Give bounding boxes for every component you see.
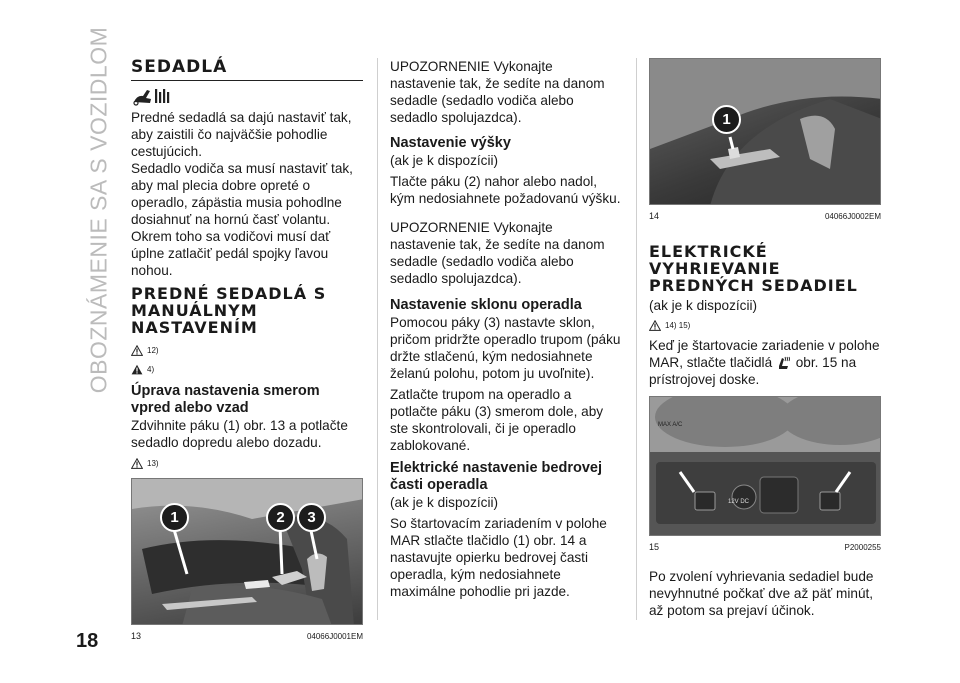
figure-number: 14 (649, 211, 660, 221)
subheading-height: Nastavenie výšky (390, 135, 511, 151)
intro-paragraph: Predné sedadlá sa dajú nastaviť tak, aby zaistili čo najväčšie pohodlie cestujúcich. (131, 110, 352, 159)
seat-adjust-icon (131, 86, 363, 106)
availability-note: (ak je k dispozícii) (649, 298, 758, 313)
title-rule (131, 80, 363, 81)
figure-14 (649, 58, 881, 225)
column-divider (636, 58, 637, 620)
figure-code: 04066J0002EM (824, 212, 881, 221)
callout-1: 1 (160, 503, 189, 532)
callout-3: 3 (297, 503, 326, 532)
warning-ref: 12) (131, 342, 363, 359)
heating-delay-note: Po zvolení vyhrievania sedadiel bude nevyhnutné počkať dve až päť minút, až potom sa prejaví účinok. (649, 569, 874, 619)
page-title: SEDADLÁ (131, 57, 228, 77)
column-1 (131, 58, 363, 645)
callout-2: 2 (266, 503, 295, 532)
page-number: 18 (76, 630, 99, 652)
warning-paragraph: UPOZORNENIE Vykonajte nastavenie tak, že sedíte na danom sedadle (sedadlo vodiča alebo sedadlo spolujazdca). (390, 220, 605, 286)
warning-paragraph: UPOZORNENIE Vykonajte nastavenie tak, že sedíte na danom sedadle (sedadlo vodiča alebo sedadlo spolujazdca). (390, 59, 605, 125)
lumbar-button-photo (649, 58, 881, 205)
seat-heater-icon (776, 355, 792, 371)
subheading-recline: Nastavenie sklonu operadla (390, 297, 582, 313)
recline-check: Zatlačte trupom na operadlo a potlačte páku (3) smerom dole, aby ste skontrolovali, či je operadlo zablokované. (390, 387, 604, 453)
figure-code: P2000255 (844, 543, 881, 553)
warning-ref: 4) (131, 361, 363, 378)
side-tab-label: OBOZNÁMENIE SA S VOZIDLOM (85, 26, 112, 394)
figure-number: 15 (649, 542, 660, 553)
column-divider (377, 58, 378, 620)
height-instruction: Tlačte páku (2) nahor alebo nadol, kým nedosiahnete požadovanú výšku. (390, 174, 621, 206)
availability-note: (ak je k dispozícii) (390, 495, 499, 510)
column-3 (649, 58, 881, 619)
side-tab (84, 26, 114, 394)
availability-note: (ak je k dispozícii) (390, 153, 499, 168)
seat-photo (131, 478, 363, 625)
section-title-manual-seats: PREDNÉ SEDADLÁ S MANUÁLNYM NASTAVENÍM (131, 284, 327, 337)
ac-label: MAX A/C (658, 422, 683, 429)
warning-triangle-icon (649, 320, 661, 331)
figure-caption (649, 208, 881, 225)
figure-caption (649, 539, 881, 556)
figure-15 (649, 396, 881, 556)
warning-triangle-icon (131, 458, 143, 469)
warning-triangle-icon (131, 345, 143, 356)
figure-caption (131, 628, 363, 645)
figure-13 (131, 478, 363, 645)
figure-number: 13 (131, 631, 142, 641)
driver-seat-paragraph: Sedadlo vodiča sa musí nastaviť tak, aby mal plecia dobre opreté o operadlo, zápästia musia pohodlne dosiahnuť na hornú časť volantu. Okrem toho sa vodičovi musí dať úplne zatlačiť pedál spojky ľavou nohou. (131, 161, 353, 278)
lumbar-instruction: So štartovacím zariadením v polohe MAR stlačte tlačidlo (1) obr. 14 a nastavujte opierku bedrovej časti operadla, kým nedosiahnete maximálne pohodlie pri jazde. (390, 516, 607, 599)
warning-triangle-icon (131, 364, 143, 375)
dashboard-buttons-photo (649, 396, 881, 536)
warning-ref: 14) 15) (649, 317, 881, 334)
fore-aft-instruction: Zdvihnite páku (1) obr. 13 a potlačte sedadlo dopredu alebo dozadu. (131, 418, 348, 450)
figure-code: 04066J0001EM (306, 632, 363, 641)
power-label: 12V DC (728, 499, 750, 506)
callout-1: 1 (712, 105, 741, 134)
subheading-fore-aft: Úprava nastavenia smerom vpred alebo vzad (131, 383, 320, 416)
recline-instruction: Pomocou páky (3) nastavte sklon, pričom pridržte operadlo trupom (páku držte stlačenú, kým nedosiahnete želanú polohu, potom ju uvoľnite). (390, 315, 621, 381)
heated-seat-instruction: Keď je štartovacie zariadenie v polohe MAR, stlačte tlačidlá obr. 15 na prístrojovej doske. (649, 338, 880, 388)
column-2 (390, 58, 622, 600)
subheading-lumbar: Elektrické nastavenie bedrovej časti operadla (390, 460, 602, 493)
section-title-heated-seats: ELEKTRICKÉ VYHRIEVANIE PREDNÝCH SEDADIEL (649, 242, 858, 295)
warning-ref: 13) (131, 455, 363, 472)
